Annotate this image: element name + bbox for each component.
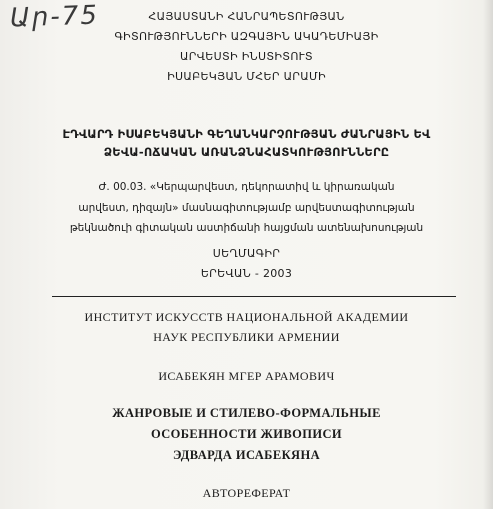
armenian-degree-line-2: արվեստ, դիզայն» մասնագիտությամբ արվեստագիտության — [78, 202, 415, 214]
armenian-title-line-2: ՁԵՎԱ-ՈՃԱԿԱՆ ԱՌԱՆՁՆԱՀԱՏԿՈՒԹՅՈՒՆՆԵՐԸ — [103, 145, 390, 159]
russian-title-line-2: ОСОБЕННОСТИ ЖИВОПИСИ — [150, 427, 343, 441]
armenian-place-year: ԵՐԵՎԱՆ - 2003 — [200, 267, 293, 280]
handwritten-stamp: Ար-75 — [9, 0, 100, 34]
armenian-document-type: ՍԵՂՄԱԳԻՐ — [212, 247, 281, 260]
section-divider — [52, 296, 456, 297]
armenian-title-line-1: ԷԴՎԱՐԴ ԻՍԱԲԵԿՅԱՆԻ ԳԵՂԱՆԿԱՐՉՈՒԹՅԱՆ ԺԱՆՐԱՅԻՆ ԵՎ — [62, 127, 431, 141]
armenian-degree-line-1: Ժ. 00.03. «Կերպարվեստ, դեկորատիվ և կիրառական — [98, 181, 395, 193]
russian-title-line-1: ЖАНРОВЫЕ И СТИЛЕВО-ФОРМАЛЬНЫЕ — [112, 406, 381, 420]
armenian-institution-line-3: ԱՐՎԵՍՏԻ ԻՆՍՏԻՏՈՒՏ — [180, 50, 313, 63]
armenian-institution-line-2: ԳԻՏՈՒԹՅՈՒՆՆԵՐԻ ԱԶԳԱՅԻՆ ԱԿԱԴԵՄԻԱՅԻ — [114, 30, 379, 43]
russian-document-type: АВТОРЕФЕРАТ — [202, 486, 291, 500]
armenian-degree-line-3: թեկնածուի գիտական աստիճանի հայցման ատենախոսության — [69, 222, 424, 234]
russian-author: ИСАБЕКЯН МГЕР АРАМОВИЧ — [158, 369, 335, 383]
russian-title-line-3: ЭДВАРДА ИСАБЕКЯНА — [172, 448, 321, 462]
russian-institution-line-2: НАУК РЕСПУБЛИКИ АРМЕНИИ — [153, 330, 340, 344]
russian-institution-line-1: ИНСТИТУТ ИСКУССТВ НАЦИОНАЛЬНОЙ АКАДЕМИИ — [84, 310, 409, 324]
armenian-institution-line-1: ՀԱՅԱՍՏԱՆԻ ՀԱՆՐԱՊԵՏՈՒԹՅԱՆ — [148, 10, 345, 23]
armenian-author: ԻՍԱԲԵԿՅԱՆ ՄՀԵՐ ԱՐԱՄԻ — [167, 70, 326, 83]
